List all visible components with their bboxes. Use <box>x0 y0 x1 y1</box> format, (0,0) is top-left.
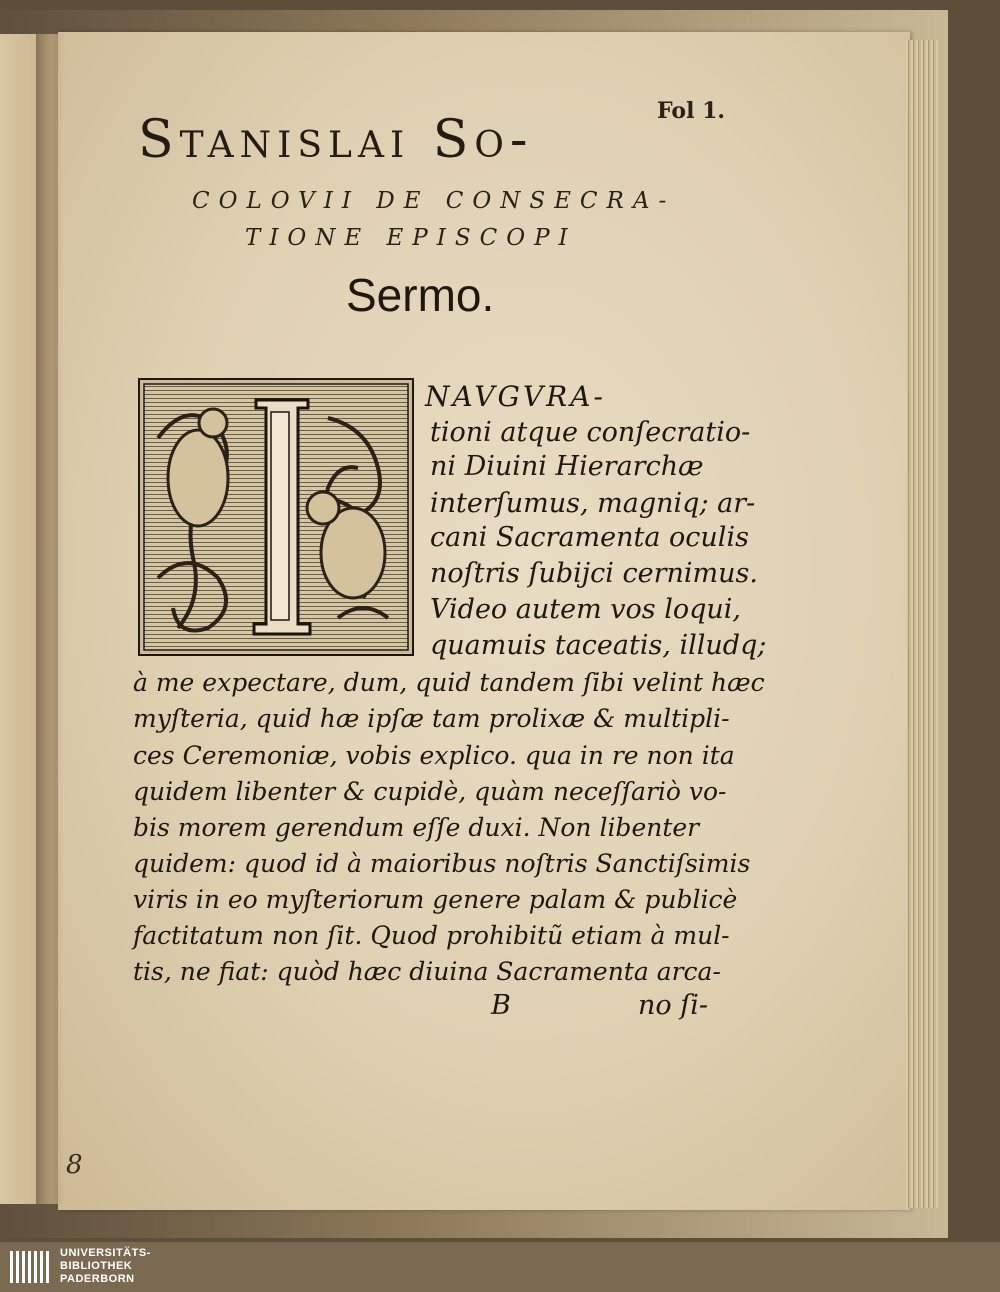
body-line: quidem libenter & cupidè, quàm neceſſariò vo- <box>133 777 727 806</box>
body-line: à me expectare, dum, quid tandem ſibi velint hæc <box>133 668 765 697</box>
decorated-initial-woodcut <box>138 378 414 656</box>
body-line: quamuis taceatis, illudq; <box>430 630 767 661</box>
library-name-line-1: UNIVERSITÄTS- <box>60 1247 151 1259</box>
title-line-2: COLOVII DE CONSECRA- <box>192 188 676 214</box>
body-line: tis, ne fiat: quòd hæc diuina Sacramenta arca- <box>133 957 721 986</box>
margin-mark: 8 <box>66 1150 83 1180</box>
body-line: Video autem vos loqui, <box>430 594 741 625</box>
body-line: noſtris ſubijci cernimus. <box>430 558 758 589</box>
book-gutter <box>36 34 64 1204</box>
library-name <box>60 1247 151 1286</box>
title-line-3: TIONE EPISCOPI <box>245 225 577 251</box>
body-line: bis morem gerendum eſſe duxi. Non libenter <box>133 813 700 842</box>
body-line: ni Diuini Hierarchæ <box>430 451 704 482</box>
body-line: factitatum non ſit. Quod prohibitũ etiam à mul- <box>133 921 730 950</box>
library-footer <box>0 1242 1000 1292</box>
signature-mark: B <box>491 990 511 1021</box>
library-name-line-2: BIBLIOTHEK <box>60 1260 133 1272</box>
body-line: cani Sacramenta oculis <box>430 522 749 553</box>
body-line: quidem: quod id à maioribus noſtris Sanctiſsimis <box>133 849 751 878</box>
catchword: no ſi- <box>638 990 708 1021</box>
body-line: NAVGVRA- <box>425 380 606 413</box>
section-heading: Sermo. <box>346 269 495 321</box>
body-line: myſteria, quid hæ ipſæ tam prolixæ & multipli- <box>133 704 730 733</box>
title-line-1: Stanislai So- <box>138 110 534 170</box>
library-logo-icon <box>10 1249 54 1285</box>
library-name-line-3: PADERBORN <box>60 1273 135 1285</box>
body-line: interſumus, magniq; ar- <box>430 488 756 519</box>
body-line: viris in eo myſteriorum genere palam & publicè <box>133 885 738 914</box>
body-line: ces Ceremoniæ, vobis explico. qua in re non ita <box>133 741 735 770</box>
page-edges <box>906 40 938 1208</box>
body-line: tioni atque conſecratio- <box>430 417 751 448</box>
folio-number: Fol 1. <box>657 98 726 124</box>
